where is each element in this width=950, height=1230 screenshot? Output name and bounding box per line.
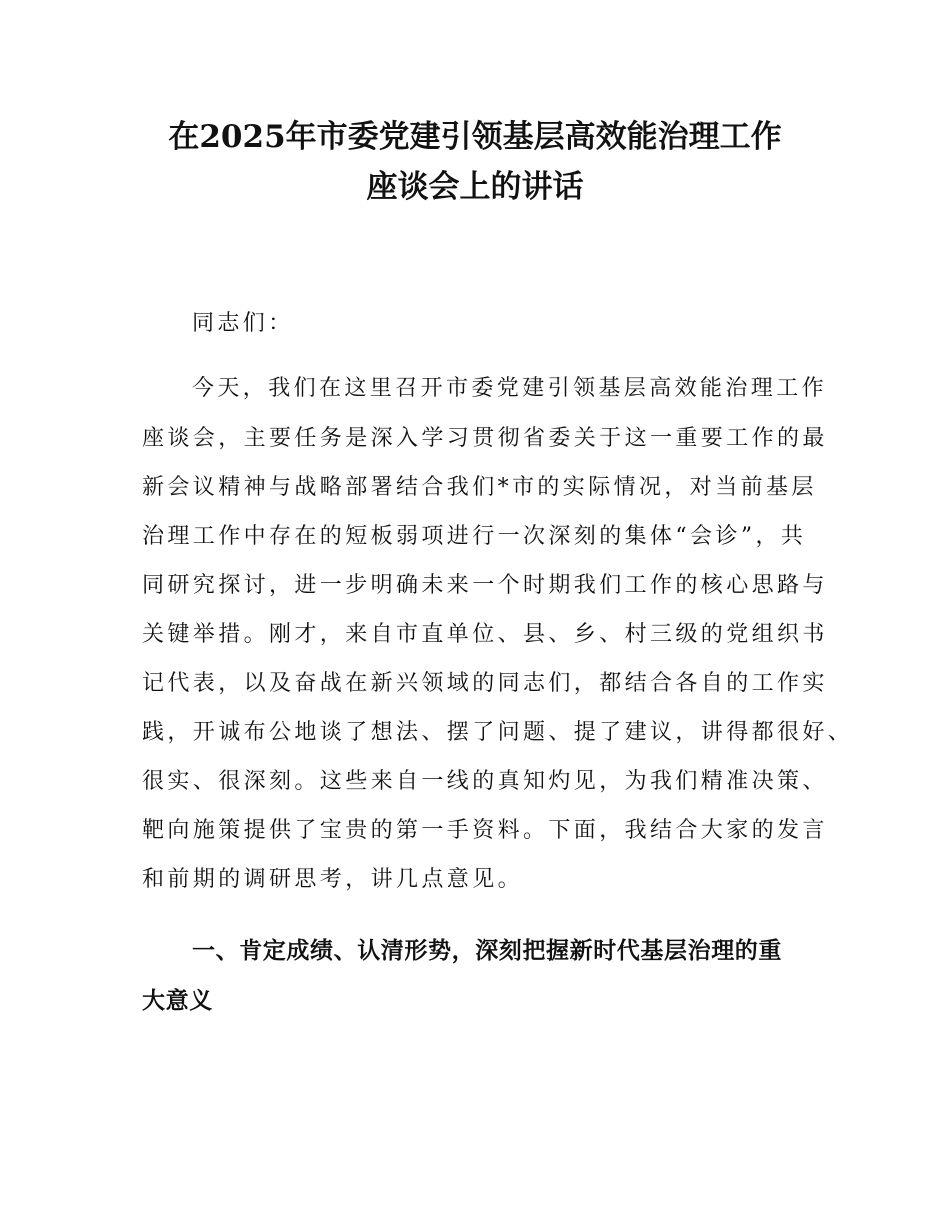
document-title <box>120 112 830 212</box>
paragraph-line: 关键举措。刚才，来自市直单位、县、乡、村三级的党组织书 <box>142 622 828 647</box>
section-heading-line: 一、肯定成绩、认清形势，深刻把握新时代基层治理的重 <box>192 938 782 964</box>
paragraph-line: 治理工作中存在的短板弱项进行一次深刻的集体“会诊”，共 <box>142 524 807 549</box>
paragraph-line: 同研究探讨，进一步明确未来一个时期我们工作的核心思路与 <box>142 573 828 598</box>
paragraph-line: 新会议精神与战略部署结合我们*市的实际情况，对当前基层 <box>142 475 817 500</box>
paragraph-line: 座谈会，主要任务是深入学习贯彻省委关于这一重要工作的最 <box>142 426 828 451</box>
salutation: 同志们： <box>192 311 294 336</box>
paragraph-line: 今天，我们在这里召开市委党建引领基层高效能治理工作 <box>192 376 828 401</box>
paragraph-line: 靶向施策提供了宝贵的第一手资料。下面，我结合大家的发言 <box>142 818 828 843</box>
paragraph-line: 践，开诚布公地谈了想法、摆了问题、提了建议，讲得都很好、 <box>142 720 854 745</box>
paragraph-line: 记代表，以及奋战在新兴领域的同志们，都结合各自的工作实 <box>142 671 828 696</box>
paragraph-line: 很实、很深刻。这些来自一线的真知灼见，为我们精准决策、 <box>142 769 828 794</box>
title-line-1: 在2025年市委党建引领基层高效能治理工作 <box>168 119 782 155</box>
section-heading-line: 大意义 <box>142 988 213 1014</box>
paragraph-line: 和前期的调研思考，讲几点意见。 <box>142 867 524 892</box>
title-line-2: 座谈会上的讲话 <box>366 169 584 205</box>
